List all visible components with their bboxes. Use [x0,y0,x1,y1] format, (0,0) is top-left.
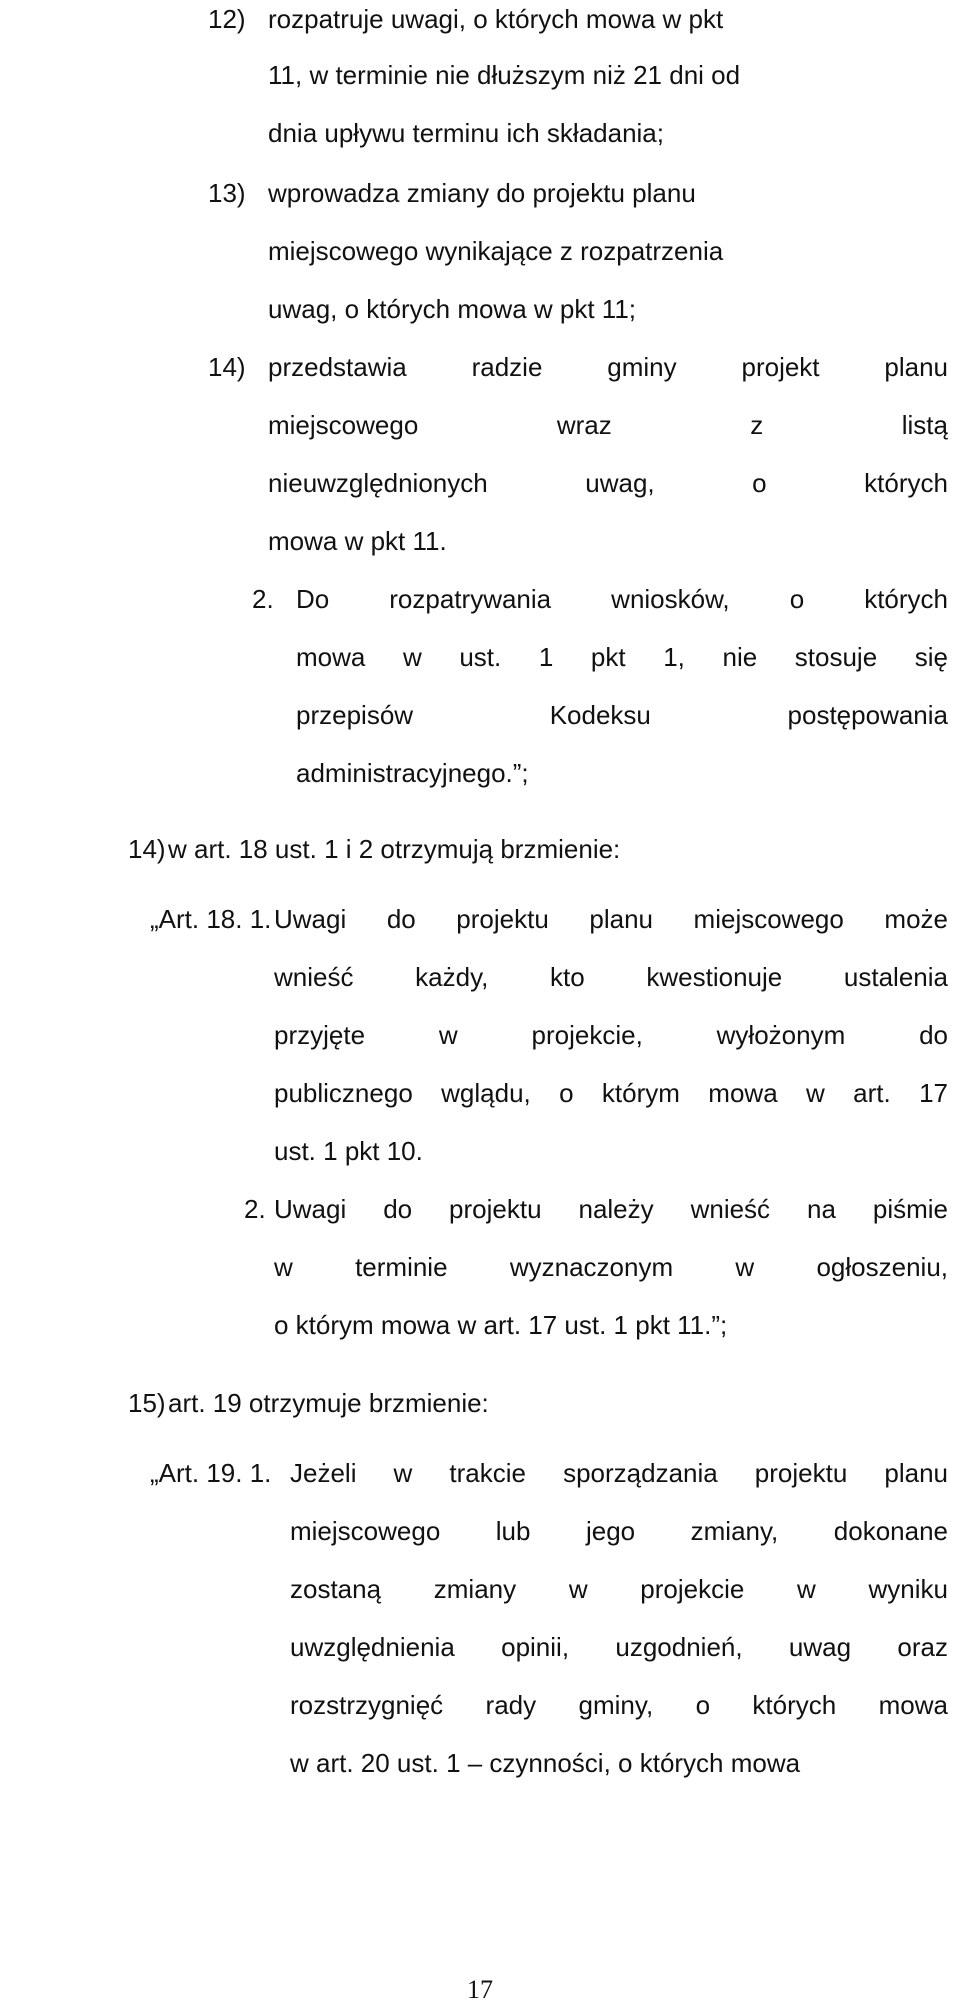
pkt13-line-3: uwag, o których mowa w pkt 11; [268,294,637,324]
list-number-item-15: 15) [128,1388,166,1418]
pkt14-line-3: nieuwzględnionych uwag, o których [268,468,948,498]
art18-ust-number-2: 2. [244,1194,266,1224]
art19-line-1: Jeżeli w trakcie sporządzania projektu planu [290,1458,948,1488]
art18-ust2-line-2: w terminie wyznaczonym w ogłoszeniu, [274,1252,948,1282]
ust2-line-3: przepisów Kodeksu postępowania [296,700,948,730]
art18-ust2-line-3: o którym mowa w art. 17 ust. 1 pkt 11.”; [274,1310,728,1340]
ust2-line-1: Do rozpatrywania wniosków, o których [296,584,948,614]
art18-line-4: publicznego wglądu, o którym mowa w art. 17 [274,1078,948,1108]
page-number: 17 [467,1975,493,2004]
art18-line-1: Uwagi do projektu planu miejscowego może [274,904,948,934]
art18-line-2: wnieść każdy, kto kwestionuje ustalenia [274,962,948,992]
item14-text: w art. 18 ust. 1 i 2 otrzymują brzmienie: [168,834,621,864]
ust2-line-2: mowa w ust. 1 pkt 1, nie stosuje się [296,642,948,672]
art19-line-5: rozstrzygnięć rady gminy, o których mowa [290,1690,948,1720]
art18-ust2-line-1: Uwagi do projektu należy wnieść na piśmie [274,1194,948,1224]
art18-line-5: ust. 1 pkt 10. [274,1136,423,1166]
art19-line-2: miejscowego lub jego zmiany, dokonane [290,1516,948,1546]
ust2-line-4: administracyjnego.”; [296,758,529,788]
art19-line-6: w art. 20 ust. 1 – czynności, o których mowa [290,1748,801,1778]
pkt12-line-3: dnia upływu terminu ich składania; [268,118,664,148]
list-number-13: 13) [208,178,246,208]
pkt12-line-2: 11, w terminie nie dłuższym niż 21 dni od [268,60,741,90]
pkt14-line-4: mowa w pkt 11. [268,526,447,556]
art18-line-3: przyjęte w projekcie, wyłożonym do [274,1020,948,1050]
art19-line-4: uwzględnienia opinii, uzgodnień, uwag oraz [290,1632,948,1662]
list-number-item-14: 14) [128,834,166,864]
art18-heading: „Art. 18. 1. [150,904,272,934]
ust-number-2: 2. [252,584,274,614]
list-number-14: 14) [208,352,246,382]
list-number-12: 12) [208,4,246,34]
pkt13-line-1: wprowadza zmiany do projektu planu [268,178,696,208]
pkt14-line-2: miejscowego wraz z listą [268,410,948,440]
pkt13-line-2: miejscowego wynikające z rozpatrzenia [268,236,724,266]
item15-text: art. 19 otrzymuje brzmienie: [168,1388,489,1418]
art19-heading: „Art. 19. 1. [150,1458,272,1488]
pkt14-line-1: przedstawia radzie gminy projekt planu [268,352,948,382]
art19-line-3: zostaną zmiany w projekcie w wyniku [290,1574,948,1604]
pkt12-line-1: rozpatruje uwagi, o których mowa w pkt [268,4,724,34]
